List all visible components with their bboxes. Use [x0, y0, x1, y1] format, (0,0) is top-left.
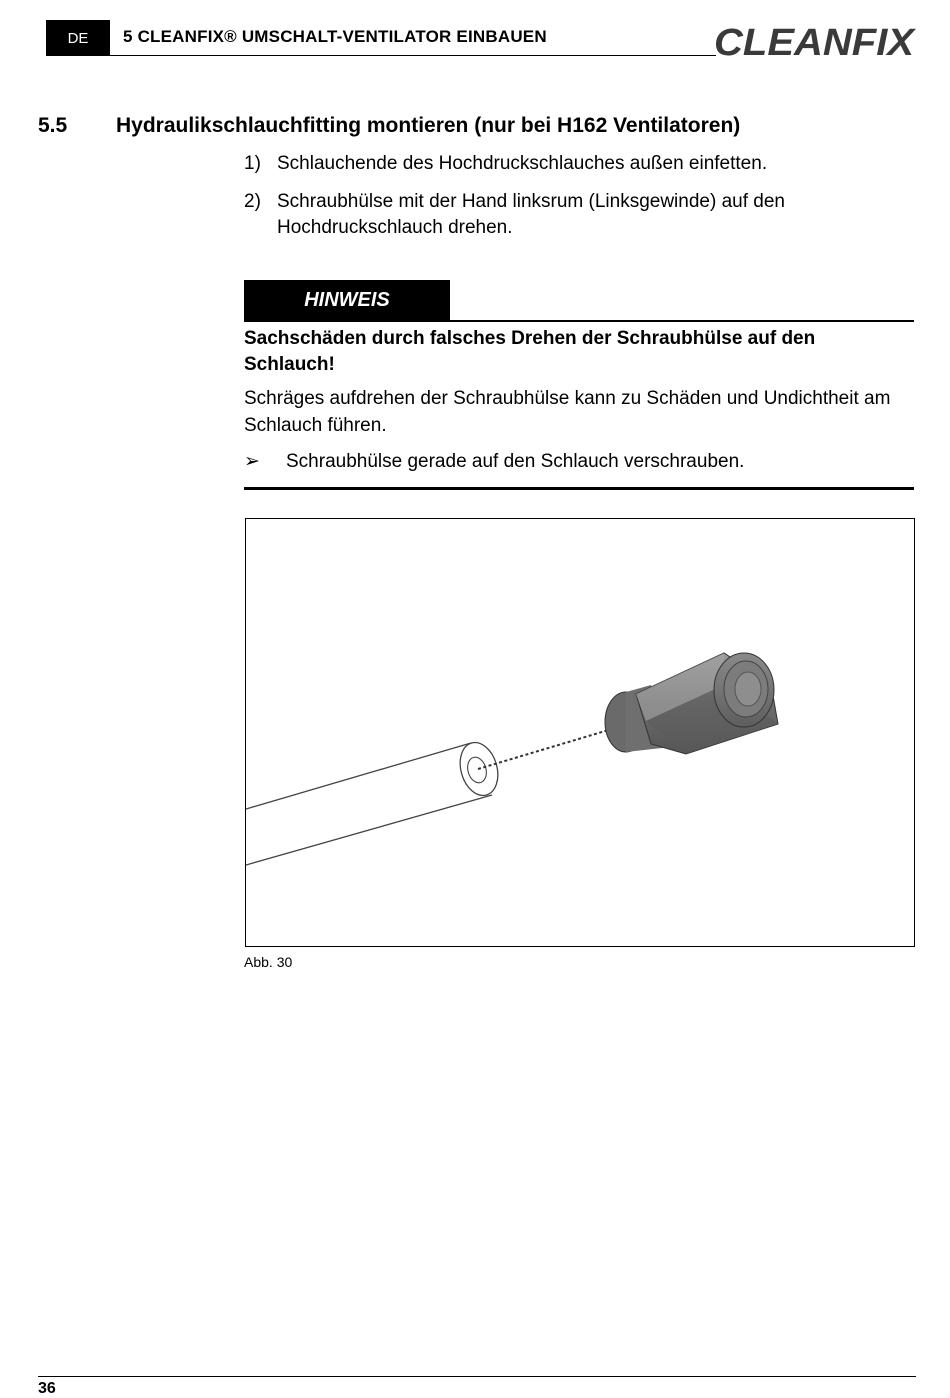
- notice-bottom-rule: [244, 487, 914, 490]
- svg-text:CLEANFIX: CLEANFIX: [714, 22, 917, 64]
- figure-caption: Abb. 30: [244, 954, 293, 970]
- page-number: 36: [38, 1380, 56, 1397]
- footer-divider: [38, 1376, 916, 1377]
- step-number: 2): [244, 191, 261, 212]
- section-title: Hydraulikschlauchfitting montieren (nur bei H162 Ventilatoren): [116, 114, 741, 137]
- figure-illustration: [245, 518, 915, 947]
- step-number: 1): [244, 153, 261, 174]
- fitting-end-bore: [735, 672, 761, 706]
- list-item: [244, 151, 884, 177]
- section-number: 5.5: [38, 114, 68, 137]
- arrow-bullet-icon: ➢: [244, 451, 260, 472]
- notice-label: [244, 280, 450, 321]
- hose-fitting-drawing: [246, 519, 915, 947]
- hose-edge-top: [246, 743, 471, 809]
- notice-text: Schräges aufdrehen der Schraubhülse kann zu Schäden und Undichtheit am Schlauch führen.: [244, 388, 891, 436]
- step-text: Schraubhülse mit der Hand linksrum (Linksgewinde) auf den Hochdruckschlauch drehen.: [277, 191, 785, 238]
- notice-instruction: [244, 449, 914, 475]
- notice-label-text: HINWEIS: [304, 289, 390, 311]
- notice-top-rule: [244, 320, 914, 322]
- list-item: [244, 189, 884, 241]
- chapter-title: 5 CLEANFIX® UMSCHALT-VENTILATOR EINBAUEN: [123, 27, 547, 46]
- assembly-axis: [478, 729, 612, 769]
- language-tab: [46, 20, 110, 56]
- hose-edge-bottom: [246, 795, 492, 865]
- notice-instruction-text: Schraubhülse gerade auf den Schlauch verschrauben.: [286, 451, 745, 472]
- step-text: Schlauchende des Hochdruckschlauches außen einfetten.: [277, 153, 768, 174]
- header-divider: [46, 55, 716, 56]
- cleanfix-logo: [712, 14, 924, 66]
- notice-heading: Sachschäden durch falsches Drehen der Schraubhülse auf den Schlauch!: [244, 328, 816, 375]
- language-label: DE: [67, 29, 89, 47]
